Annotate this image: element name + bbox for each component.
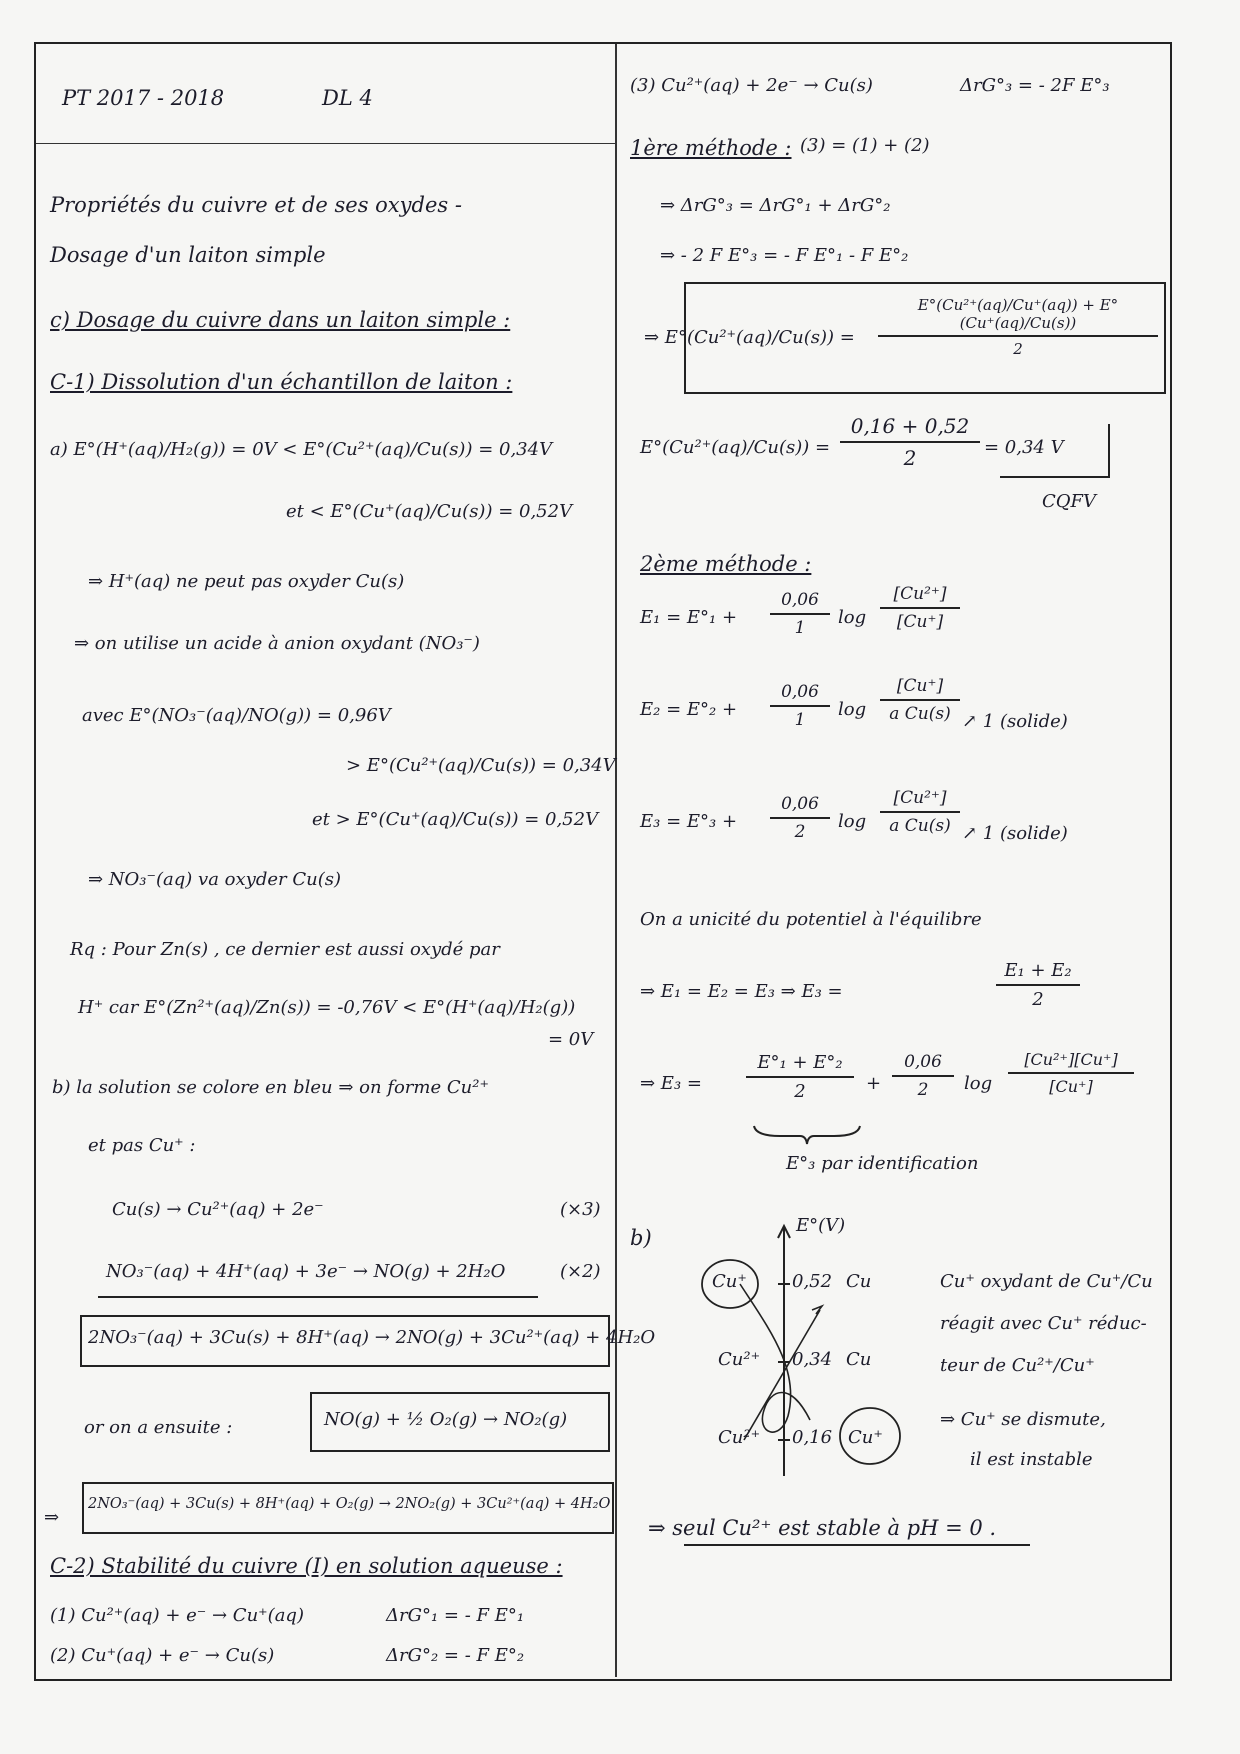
tick1-value: 0,52 [792, 1271, 833, 1292]
reaction-3-gibbs: ΔrG°₃ = - 2F E°₃ [960, 75, 1110, 96]
sum-rule [98, 1296, 538, 1298]
fraction-bar [996, 984, 1080, 986]
header-rule [36, 143, 615, 144]
column-divider [615, 44, 617, 1677]
fraction-bar [840, 441, 980, 443]
final-eq-arrow: ⇒ [44, 1507, 60, 1528]
e2-coef [770, 682, 830, 730]
e3-coef-num: 0,06 [781, 794, 819, 814]
remark-line3: = 0V [548, 1029, 594, 1050]
e3-identification-num: E°₁ + E°₂ [757, 1052, 843, 1073]
e3-coef [770, 794, 830, 842]
axis-label: E°(V) [796, 1215, 846, 1236]
half-eq-copper-coef: (×3) [560, 1199, 601, 1220]
fraction-bar [880, 607, 960, 609]
equality-chain-fraction [996, 960, 1080, 1010]
e3-identification-coef-num: 0,06 [904, 1052, 942, 1072]
tick3-ox: Cu²⁺ [718, 1427, 761, 1448]
e1-coef [770, 590, 830, 638]
explanation-line3: teur de Cu²⁺/Cu⁺ [940, 1355, 1095, 1376]
e3-identification-arg-num: [Cu²⁺][Cu⁺] [1024, 1050, 1118, 1069]
e3-lhs: E₃ = E°₃ + [640, 811, 738, 832]
e2-arg [880, 676, 960, 724]
e2-arg-den: a Cu(s) [889, 704, 951, 724]
e1-coef-den: 1 [794, 618, 806, 638]
e2-coef-den: 1 [794, 710, 806, 730]
e2-note: ↗ 1 (solide) [962, 711, 1068, 732]
numeric-lhs: E°(Cu²⁺(aq)/Cu(s)) = [640, 437, 831, 458]
conclusion-underline [684, 1544, 1030, 1546]
result-box-numerator: E°(Cu²⁺(aq)/Cu⁺(aq)) + E°(Cu⁺(aq)/Cu(s)) [917, 296, 1119, 332]
numeric-fraction [840, 414, 980, 470]
numeric-denominator: 2 [903, 446, 917, 470]
tick1-red: Cu [846, 1271, 872, 1292]
explanation-line2: réagit avec Cu⁺ réduc- [940, 1313, 1147, 1334]
fraction-bar [880, 699, 960, 701]
e3-identification-coef [892, 1052, 954, 1100]
a-line4: ⇒ on utilise un acide à anion oxydant (NO₃⁻) [74, 633, 480, 654]
cqfv: CQFV [1042, 491, 1097, 512]
equality-chain: ⇒ E₁ = E₂ = E₃ ⇒ E₃ = [640, 981, 843, 1002]
e2-log: log [838, 699, 867, 720]
remark-line1: Rq : Pour Zn(s) , ce dernier est aussi oxydé par [70, 939, 500, 960]
a-line5: avec E°(NO₃⁻(aq)/NO(g)) = 0,96V [82, 705, 391, 726]
reaction-2: (2) Cu⁺(aq) + e⁻ → Cu(s) [50, 1645, 275, 1666]
e2-coef-num: 0,06 [781, 682, 819, 702]
e3-identification-note: E°₃ par identification [786, 1153, 979, 1174]
fraction-bar [878, 335, 1158, 337]
doc-title-line2: Dosage d'un laiton simple [50, 243, 326, 267]
underbrace [752, 1124, 862, 1148]
final-eq: 2NO₃⁻(aq) + 3Cu(s) + 8H⁺(aq) + O₂(g) → 2NO₂(g) + 3Cu²⁺(aq) + 4H₂O [88, 1496, 611, 1512]
fraction-bar [880, 811, 960, 813]
b-line2: et pas Cu⁺ : [88, 1135, 196, 1156]
e3-identification-den: 2 [794, 1081, 806, 1102]
method1-relation: (3) = (1) + (2) [800, 135, 930, 156]
result-box-lhs: ⇒ E°(Cu²⁺(aq)/Cu(s)) = [644, 327, 855, 348]
half-eq-nitrate: NO₃⁻(aq) + 4H⁺(aq) + 3e⁻ → NO(g) + 2H₂O [106, 1261, 506, 1282]
no-oxidation-eq: NO(g) + ½ O₂(g) → NO₂(g) [324, 1409, 568, 1430]
a-line8: ⇒ NO₃⁻(aq) va oxyder Cu(s) [88, 869, 341, 890]
explanation-line5: il est instable [970, 1449, 1093, 1470]
e3-note: ↗ 1 (solide) [962, 823, 1068, 844]
e2-lhs: E₂ = E°₂ + [640, 699, 738, 720]
tick2-ox: Cu²⁺ [718, 1349, 761, 1370]
e1-log: log [838, 607, 867, 628]
a-line7: et > E°(Cu⁺(aq)/Cu(s)) = 0,52V [312, 809, 599, 830]
unicity-statement: On a unicité du potentiel à l'équilibre [640, 909, 982, 930]
tick2-value: 0,34 [792, 1349, 833, 1370]
reaction-2-gibbs: ΔrG°₂ = - F E°₂ [386, 1645, 525, 1666]
e1-arg [880, 584, 960, 632]
reaction-1: (1) Cu²⁺(aq) + e⁻ → Cu⁺(aq) [50, 1605, 304, 1626]
equality-chain-den: 2 [1032, 989, 1044, 1010]
e3-identification-log: log [964, 1073, 993, 1094]
assignment-id: DL 4 [322, 86, 373, 110]
result-box-denominator: 2 [1013, 340, 1023, 358]
tick3-value: 0,16 [792, 1427, 833, 1448]
section-c-heading: c) Dosage du cuivre dans un laiton simple : [50, 308, 511, 332]
e3-identification-frac [746, 1052, 854, 1102]
e3-identification-arg-den: [Cu⁺] [1049, 1077, 1093, 1096]
e3-identification-coef-den: 2 [917, 1080, 929, 1100]
method2-label: 2ème méthode : [640, 552, 812, 576]
a-line1: a) E°(H⁺(aq)/H₂(g)) = 0V < E°(Cu²⁺(aq)/Cu(s)) = 0,34V [50, 439, 553, 460]
conclusion: ⇒ seul Cu²⁺ est stable à pH = 0 . [648, 1516, 997, 1540]
e3-log: log [838, 811, 867, 832]
numeric-result: = 0,34 V [984, 437, 1064, 458]
e3-arg-den: a Cu(s) [889, 816, 951, 836]
reaction-1-gibbs: ΔrG°₁ = - F E°₁ [386, 1605, 525, 1626]
e1-arg-num: [Cu²⁺] [893, 584, 947, 604]
method1-line1: ⇒ ΔrG°₃ = ΔrG°₁ + ΔrG°₂ [660, 195, 891, 216]
fraction-bar [892, 1075, 954, 1077]
a-line3: ⇒ H⁺(aq) ne peut pas oxyder Cu(s) [88, 571, 405, 592]
method1-line2: ⇒ - 2 F E°₃ = - F E°₁ - F E°₂ [660, 245, 909, 266]
method1-label: 1ère méthode : [630, 136, 792, 160]
section-c2-heading: C-2) Stabilité du cuivre (I) en solution aqueuse : [50, 1554, 563, 1578]
tick3-red: Cu⁺ [848, 1427, 883, 1448]
global-eq: 2NO₃⁻(aq) + 3Cu(s) + 8H⁺(aq) → 2NO(g) + 3Cu²⁺(aq) + 4H₂O [88, 1327, 656, 1348]
fraction-bar [770, 705, 830, 707]
a-line6: > E°(Cu²⁺(aq)/Cu(s)) = 0,34V [346, 755, 616, 776]
fraction-bar [1008, 1072, 1134, 1074]
e3-arg [880, 788, 960, 836]
numeric-numerator: 0,16 + 0,52 [850, 414, 970, 438]
fraction-bar [746, 1076, 854, 1078]
fraction-bar [770, 817, 830, 819]
b-label-right: b) [630, 1226, 652, 1250]
explanation-line4: ⇒ Cu⁺ se dismute, [940, 1409, 1106, 1430]
section-c1-heading: C-1) Dissolution d'un échantillon de laiton : [50, 370, 513, 394]
reaction-3: (3) Cu²⁺(aq) + 2e⁻ → Cu(s) [630, 75, 873, 96]
explanation-line1: Cu⁺ oxydant de Cu⁺/Cu [940, 1271, 1153, 1292]
result-sideline [1108, 424, 1110, 478]
e3-arg-num: [Cu²⁺] [893, 788, 947, 808]
class-year: PT 2017 - 2018 [62, 86, 225, 110]
e3-coef-den: 2 [794, 822, 806, 842]
e1-coef-num: 0,06 [781, 590, 819, 610]
e3-identification-arg [1008, 1050, 1134, 1096]
fraction-bar [770, 613, 830, 615]
e1-arg-den: [Cu⁺] [896, 612, 944, 632]
ensuite-label: or on a ensuite : [84, 1417, 233, 1438]
remark-line2: H⁺ car E°(Zn²⁺(aq)/Zn(s)) = -0,76V < E°(H⁺(aq)/H₂(g)) [78, 997, 576, 1018]
a-line2: et < E°(Cu⁺(aq)/Cu(s)) = 0,52V [286, 501, 573, 522]
tick1-ox: Cu⁺ [712, 1271, 747, 1292]
e2-arg-num: [Cu⁺] [896, 676, 944, 696]
half-eq-nitrate-coef: (×2) [560, 1261, 601, 1282]
e1-lhs: E₁ = E°₁ + [640, 607, 738, 628]
tick2-red: Cu [846, 1349, 872, 1370]
e3-identification-plus: + [866, 1073, 882, 1094]
doc-title-line1: Propriétés du cuivre et de ses oxydes - [50, 193, 462, 217]
e3-identification-lhs: ⇒ E₃ = [640, 1073, 702, 1094]
result-underline [1000, 476, 1110, 478]
b-line1: b) la solution se colore en bleu ⇒ on forme Cu²⁺ [52, 1077, 489, 1098]
equality-chain-num: E₁ + E₂ [1004, 960, 1072, 981]
result-box-fraction [878, 296, 1158, 358]
half-eq-copper: Cu(s) → Cu²⁺(aq) + 2e⁻ [112, 1199, 324, 1220]
